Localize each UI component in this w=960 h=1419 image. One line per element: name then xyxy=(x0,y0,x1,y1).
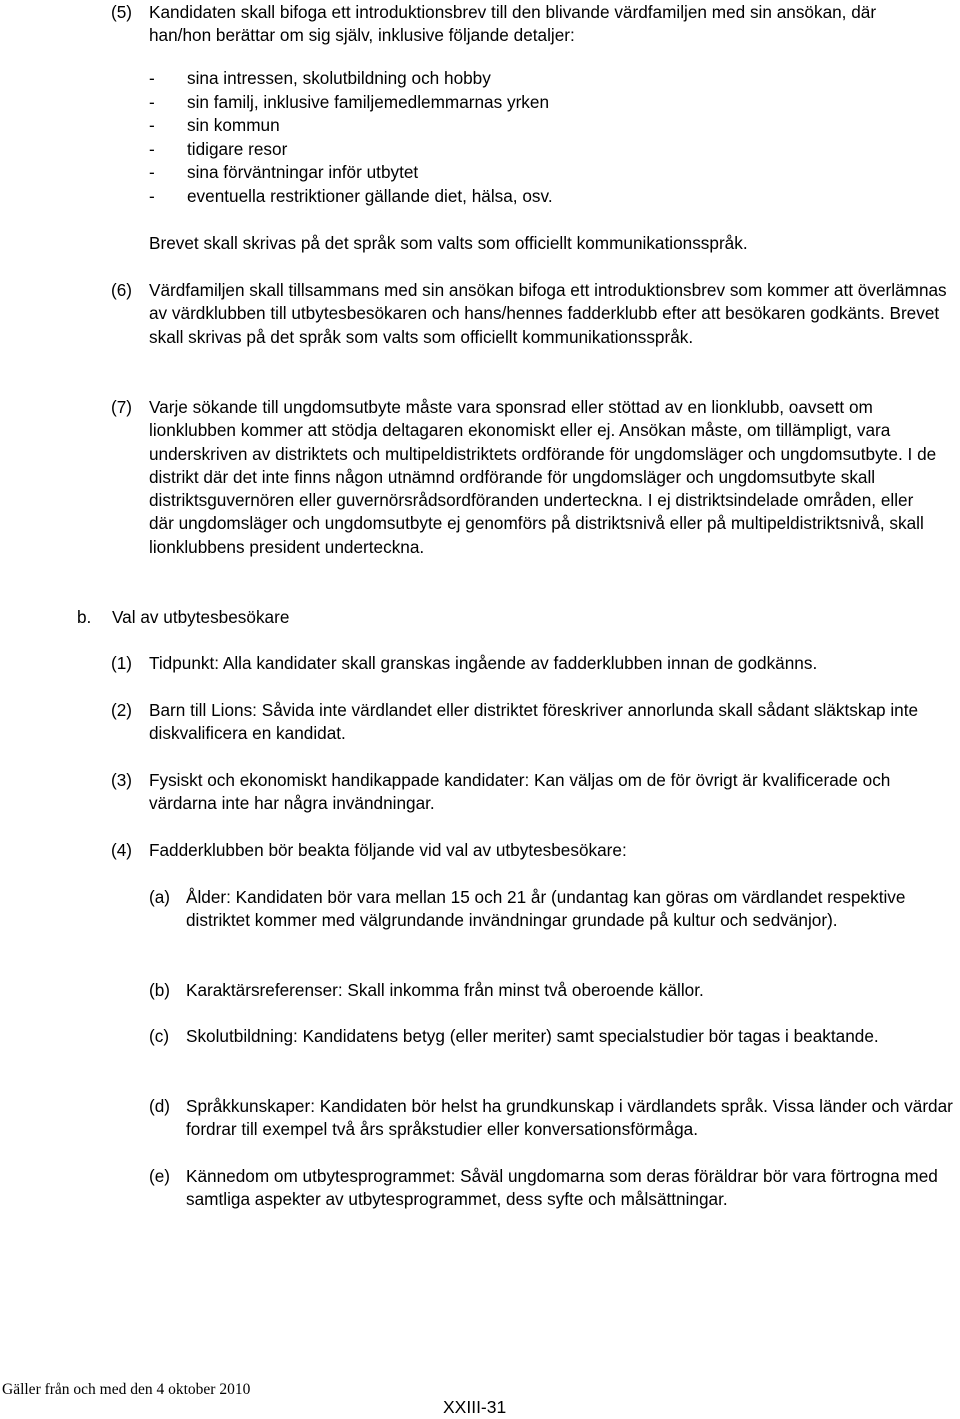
criterion-text: Ålder: Kandidaten bör vara mellan 15 och 21 år (undantag kan göras om värdlandet respektive distriktet kommer med välgrundande invändningar grundade på kultur och sedvänjor). xyxy=(186,887,906,931)
paragraph-text: Fysiskt och ekonomiskt handikappade kandidater: Kan väljas om de för övrigt är kvalificerade och värdarna inte har några invändningar. xyxy=(149,770,891,814)
list-item: - eventuella restriktioner gällande diet, hälsa, osv. xyxy=(149,185,553,206)
page-number: XXIII-31 xyxy=(443,1397,507,1417)
paragraph-text: Kandidaten skall bifoga ett introduktionsbrev till den blivande värdfamiljen med sin ansökan, där han/hon berättar om sig själv, inklusive följande detaljer: xyxy=(149,2,877,46)
detail-list xyxy=(149,67,869,208)
validity-footer: Gäller från och med den 4 oktober 2010 xyxy=(2,1381,251,1398)
paragraph-text: Tidpunkt: Alla kandidater skall granskas ingående av fadderklubben innan de godkänns. xyxy=(149,653,818,673)
criterion-text: Språkkunskaper: Kandidaten bör helst ha grundkunskap i värdlandets språk. Vissa länder och värdar fordrar till exempel två års språkstudier eller konversationsförmåga. xyxy=(186,1096,953,1140)
list-item: - tidigare resor xyxy=(149,138,288,159)
paragraph-text: Barn till Lions: Såvida inte värdlandet eller distriktet föreskriver annorlunda skall sådant släktskap inte diskvalificera en kandidat. xyxy=(149,700,919,744)
criterion-text: Skolutbildning: Kandidatens betyg (eller meriter) samt specialstudier bör tagas i beaktande. xyxy=(186,1026,879,1046)
criterion-letter: (d) xyxy=(149,1096,171,1116)
paragraph-text: Fadderklubben bör beakta följande vid val av utbytesbesökare: xyxy=(149,840,627,860)
list-item: - sina intressen, skolutbildning och hobby xyxy=(149,68,491,88)
list-item: - sin kommun xyxy=(149,115,280,135)
criterion-text: Karaktärsreferenser: Skall inkomma från minst två oberoende källor. xyxy=(186,980,704,1000)
section-label: b. xyxy=(77,607,92,627)
criterion-letter: (b) xyxy=(149,980,171,1000)
letter-language-note: Brevet skall skrivas på det språk som valts som officiellt kommunikationsspråk. xyxy=(149,233,748,253)
paragraph-number: (6) xyxy=(111,280,133,300)
paragraph-number: (1) xyxy=(111,653,133,673)
paragraph-number: (2) xyxy=(111,700,133,720)
paragraph-number: (7) xyxy=(111,397,133,417)
paragraph-number: (3) xyxy=(111,770,133,790)
section-title: Val av utbytesbesökare xyxy=(112,607,290,627)
list-item: - sina förväntningar inför utbytet xyxy=(149,162,419,182)
criterion-letter: (a) xyxy=(149,887,171,907)
criterion-letter: (c) xyxy=(149,1026,170,1046)
paragraph-text: Värdfamiljen skall tillsammans med sin ansökan bifoga ett introduktionsbrev som kommer att överlämnas av värdklubben till utbytesbesökaren och hans/hennes fadderklubb efter att besökaren godkänts. Brevet skall skrivas på det språk som valts som officiellt kommunikationsspråk. xyxy=(149,280,947,347)
criterion-text: Kännedom om utbytesprogrammet: Såväl ungdomarna som deras föräldrar bör vara förtrogna med samtliga aspekter av utbytesprogrammet, dess syfte och målsättningar. xyxy=(186,1166,938,1210)
paragraph-number: (5) xyxy=(111,2,133,22)
list-item: - sin familj, inklusive familjemedlemmarnas yrken xyxy=(149,91,550,112)
paragraph-text: Varje sökande till ungdomsutbyte måste vara sponsrad eller stöttad av en lionklubb, oavsett om lionklubben kommer att stödja deltagaren ekonomiskt eller ej. Ansökan måste, om tillämpligt, vara underskriven av distriktets och multipeldistriktets ordförande för ungdomsläger och ungdomsutbyte. I de distrikt där det inte finns någon utnämnd ordförande för ungdomsläger och ungdomsutbyte skall distriktsguvernören eller guvernörsrådsordföranden underteckna. I ej distriktsindelade områden, eller där ungdomsläger och ungdomsutbyte ej genomförs på distriktsnivå eller på multipeldistriktsnivå, skall lionklubbens president underteckna. xyxy=(149,397,937,557)
criterion-letter: (e) xyxy=(149,1166,171,1186)
paragraph-number: (4) xyxy=(111,840,133,860)
